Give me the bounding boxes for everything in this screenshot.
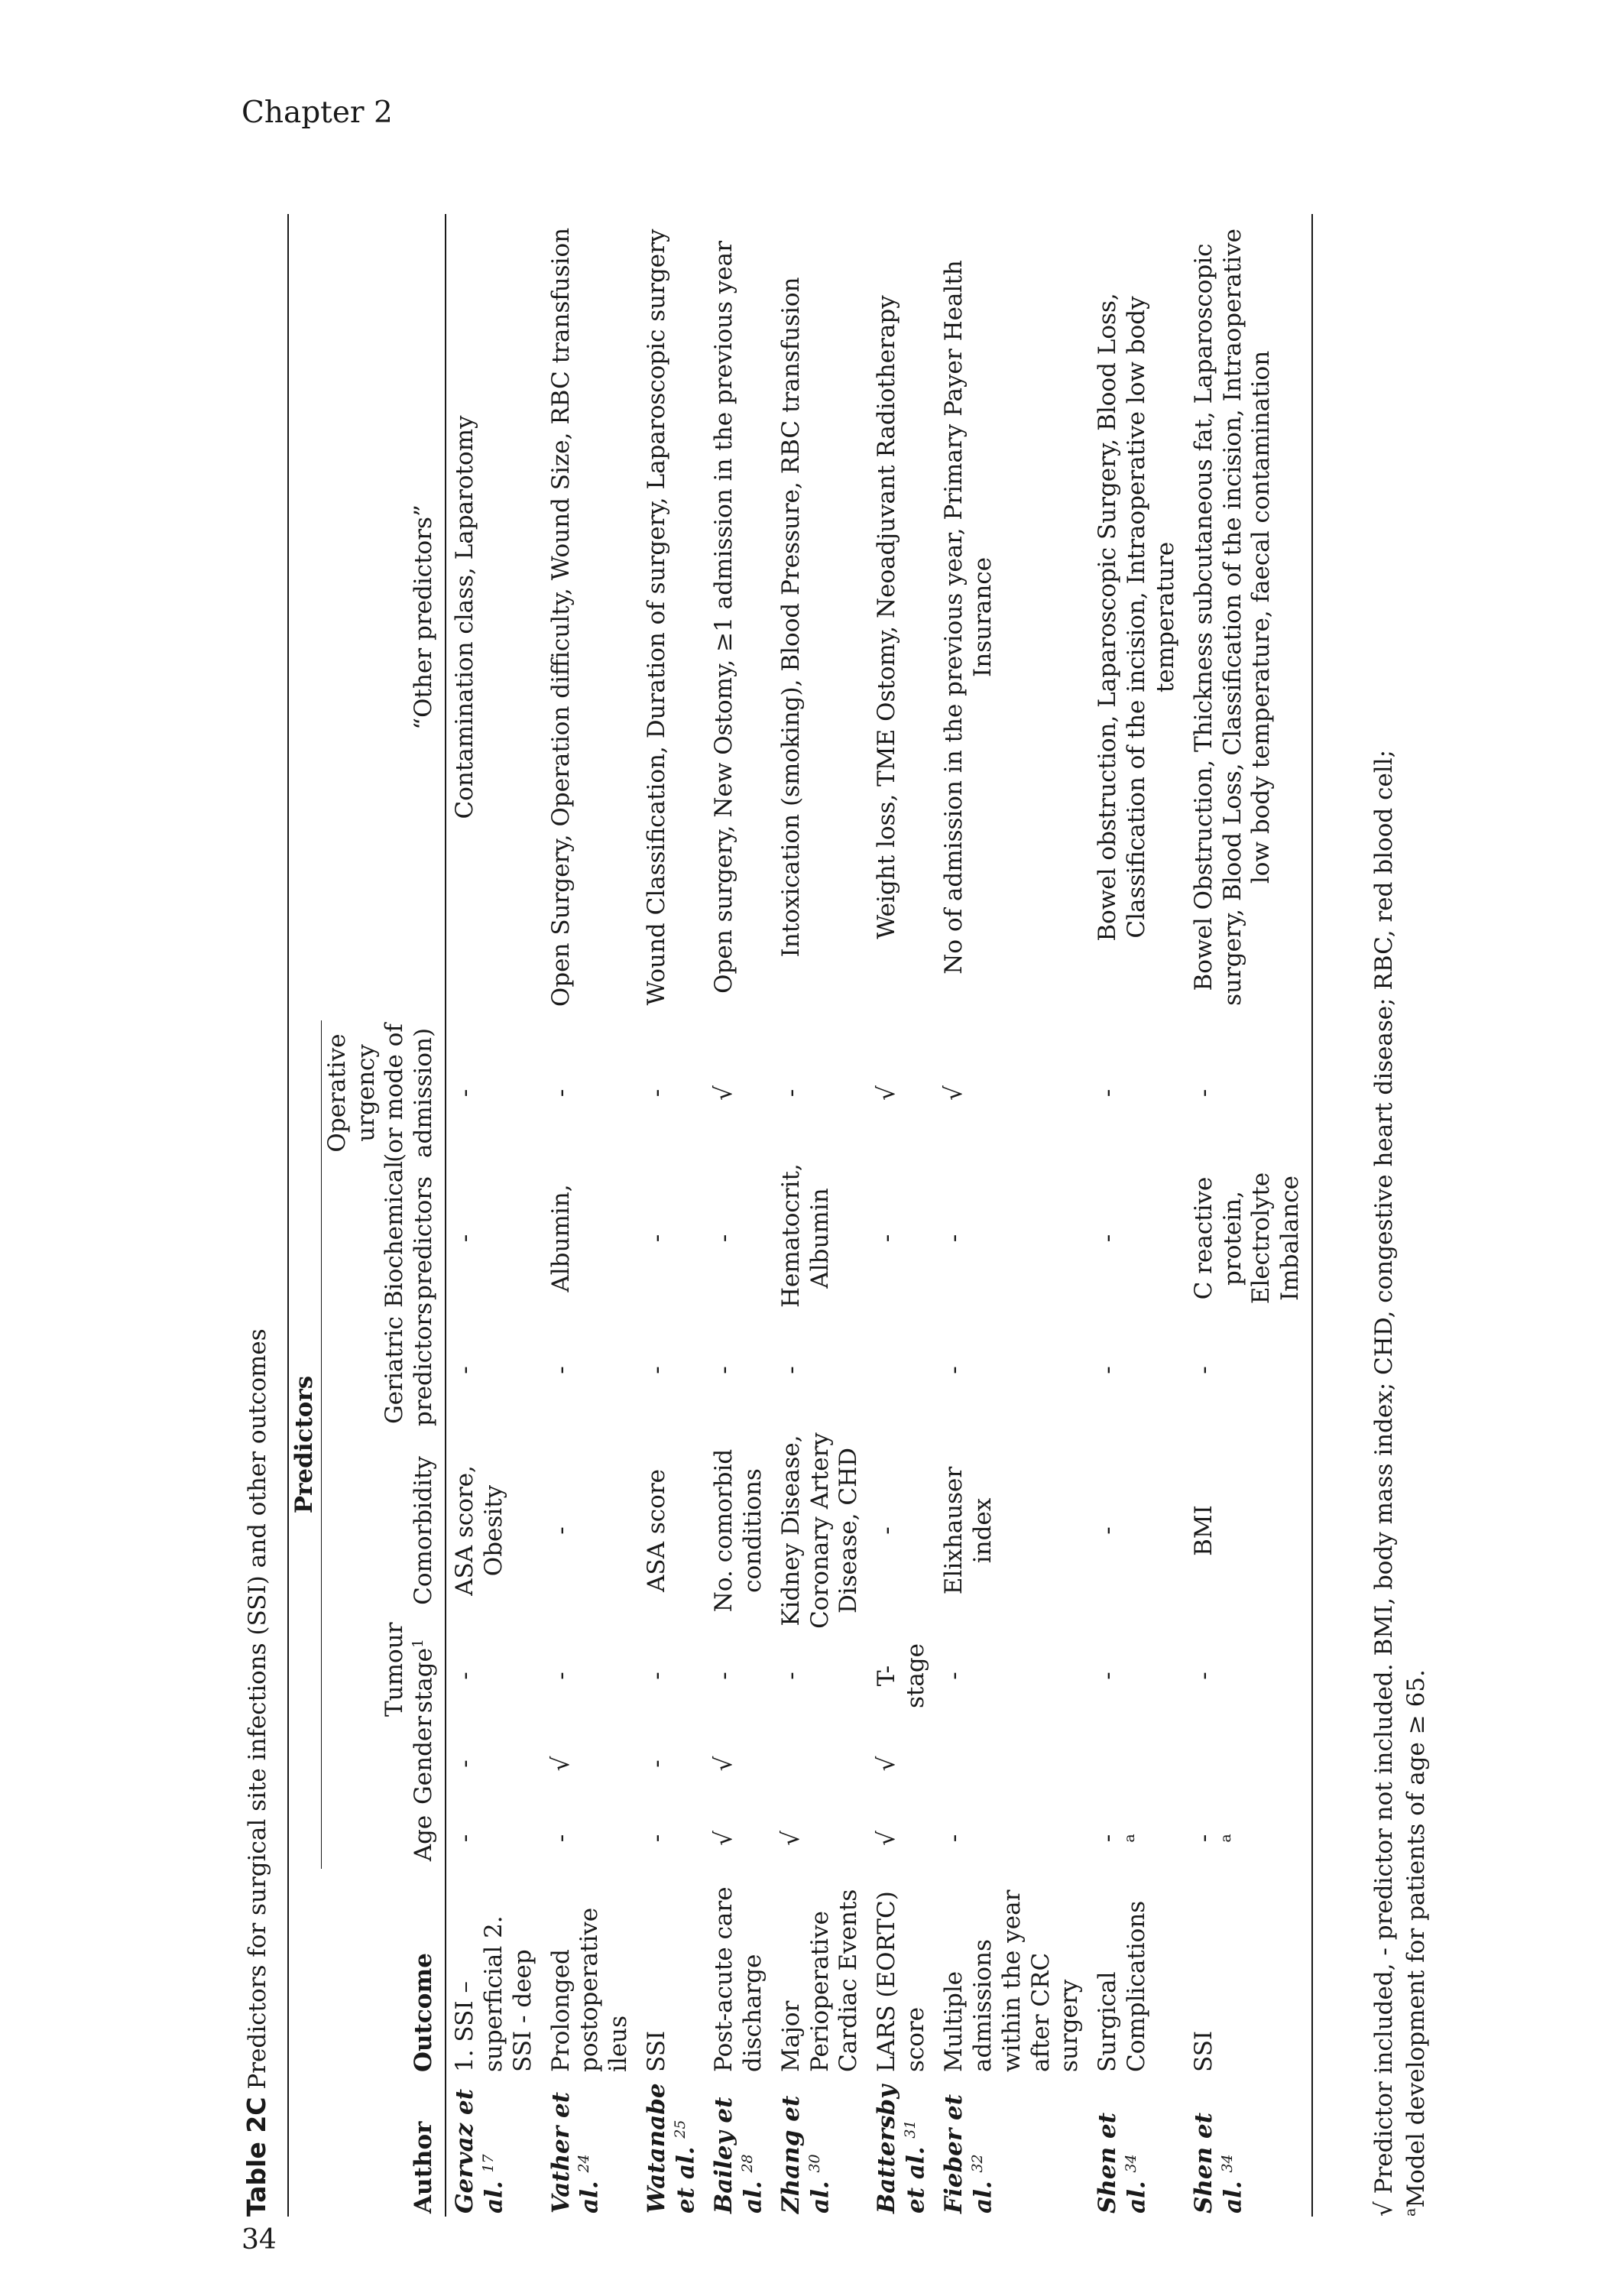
biochemical-cell: - bbox=[642, 1234, 670, 1243]
author-cell bbox=[638, 2075, 705, 2217]
operative-cell: √ bbox=[940, 1085, 968, 1101]
age-footnote-marker: a bbox=[1121, 1834, 1139, 1843]
age-value: - bbox=[1189, 1834, 1217, 1843]
geriatric-cell: - bbox=[1094, 1366, 1122, 1374]
tumour-stage-cell: T-stage bbox=[873, 1643, 930, 1709]
col-comorbidity: Comorbidity bbox=[321, 1429, 446, 1632]
reference-number: 25 bbox=[671, 2119, 689, 2139]
operative-cell: - bbox=[546, 1088, 575, 1098]
reference-number: 32 bbox=[969, 2154, 987, 2173]
operative-cell: - bbox=[776, 1088, 805, 1098]
predictors-group-header: Predictors bbox=[288, 1020, 321, 1869]
other-predictors-cell: No of admission in the previous year, Primary Payer Health Insurance bbox=[940, 260, 997, 975]
geriatric-cell: - bbox=[642, 1366, 670, 1374]
operative-cell: - bbox=[1185, 1020, 1312, 1166]
outcome-cell: Major Perioperative Cardiac Events bbox=[776, 1889, 863, 2072]
table-row bbox=[446, 214, 542, 2217]
age-value: - bbox=[940, 1834, 968, 1843]
age-value: - bbox=[642, 1834, 670, 1843]
header-row-group bbox=[288, 214, 321, 2217]
outcome-cell: Prolonged postoperative ileus bbox=[546, 1907, 633, 2072]
age-cell bbox=[543, 1808, 638, 1869]
reference-number: 34 bbox=[1218, 2154, 1236, 2173]
comorbidity-cell: Elixhauser index bbox=[940, 1466, 997, 1595]
col-biochemical: Biochemical predictors bbox=[321, 1166, 446, 1311]
age-cell bbox=[773, 1808, 868, 1869]
geriatric-cell: - bbox=[776, 1366, 805, 1374]
tumour-stage-cell: - bbox=[451, 1672, 479, 1680]
age-cell bbox=[638, 1808, 705, 1869]
outcome-cell: Post-acute care discharge bbox=[709, 1886, 767, 2072]
age-value: - bbox=[451, 1834, 479, 1843]
col-operative: Operative urgency (or mode of admission) bbox=[321, 1020, 446, 1166]
age-value: √ bbox=[776, 1831, 805, 1846]
comorbidity-cell: - bbox=[1094, 1526, 1122, 1535]
author-name: Shen et al. bbox=[1189, 2112, 1246, 2214]
tumour-stage-cell: - bbox=[776, 1672, 805, 1680]
author-name: Bailey et al. bbox=[709, 2097, 767, 2214]
tumour-stage-cell: - bbox=[546, 1672, 575, 1680]
reference-number: 17 bbox=[479, 2154, 497, 2173]
age-value: √ bbox=[709, 1831, 737, 1846]
author-cell bbox=[705, 2075, 773, 2217]
geriatric-cell: - bbox=[546, 1366, 575, 1374]
biochemical-cell: - bbox=[1094, 1234, 1122, 1243]
table-label: Table 2C bbox=[241, 2097, 271, 2217]
gender-cell: - bbox=[642, 1759, 670, 1768]
outcome-cell: SSI bbox=[642, 2030, 670, 2072]
operative-cell: - bbox=[451, 1088, 479, 1098]
age-cell bbox=[1185, 1808, 1312, 1869]
table-row bbox=[705, 214, 773, 2217]
footnote-age: $^a$Model development for patients of age ≥ 65. bbox=[1402, 1669, 1430, 2217]
geriatric-cell: - bbox=[1185, 1311, 1312, 1429]
biochemical-cell: Albumin, bbox=[546, 1184, 575, 1292]
page-number: 34 bbox=[241, 2224, 277, 2256]
tumour-stage-cell: - bbox=[1094, 1672, 1122, 1680]
col-geriatric: Geriatric predictors bbox=[321, 1311, 446, 1429]
table-title: Predictors for surgical site infections (SSI) and other outcomes bbox=[244, 1328, 271, 2090]
other-predictors-cell: Bowel obstruction, Laparoscopic Surgery, Blood Loss, Classification of the incision, Intraoperative low body temperature bbox=[1094, 293, 1179, 942]
author-name: Shen et al. bbox=[1094, 2112, 1151, 2214]
comorbidity-cell: - bbox=[873, 1526, 901, 1535]
reference-number: 31 bbox=[902, 2119, 919, 2139]
biochemical-cell: - bbox=[873, 1234, 901, 1243]
biochemical-cell: - bbox=[940, 1234, 968, 1243]
age-value: - bbox=[546, 1834, 575, 1843]
table-caption bbox=[241, 1328, 273, 2217]
table-row bbox=[773, 214, 868, 2217]
author-name: Fieber et al. bbox=[940, 2094, 997, 2214]
author-cell bbox=[868, 2075, 935, 2217]
outcome-cell: 1. SSI – superficial 2. SSI - deep bbox=[451, 1915, 536, 2072]
table-row bbox=[1185, 214, 1312, 2217]
outcome-cell: Surgical Complications bbox=[1094, 1900, 1151, 2072]
comorbidity-cell: ASA score, Obesity bbox=[451, 1465, 507, 1596]
rotated-table-block bbox=[241, 214, 1434, 2217]
age-cell bbox=[1089, 1808, 1185, 1869]
reference-number: 30 bbox=[806, 2154, 823, 2173]
author-cell bbox=[1185, 2075, 1312, 2217]
biochemical-cell: C reactive protein, Electrolyte Imbalance bbox=[1185, 1166, 1312, 1311]
footnote-legend: √ Predictor included, - predictor not included. BMI, body mass index; CHD, congestive heart disease; RBC, red blood cell; bbox=[1370, 749, 1398, 2217]
biochemical-cell: - bbox=[709, 1234, 737, 1243]
biochemical-cell: - bbox=[451, 1234, 479, 1243]
author-name: Zhang et al. bbox=[776, 2095, 834, 2214]
gender-cell: - bbox=[451, 1759, 479, 1768]
author-name: Gervaz et al. bbox=[451, 2088, 508, 2214]
chapter-header: Chapter 2 bbox=[241, 96, 393, 130]
geriatric-cell: - bbox=[709, 1366, 737, 1374]
gender-cell bbox=[935, 1720, 1089, 1808]
author-cell bbox=[773, 2075, 868, 2217]
author-cell bbox=[1089, 2075, 1185, 2217]
gender-cell: √ bbox=[873, 1756, 901, 1772]
age-footnote-marker: a bbox=[1217, 1834, 1234, 1843]
author-cell bbox=[543, 2075, 638, 2217]
outcome-cell: SSI bbox=[1185, 1869, 1312, 2075]
author-name: Vather et al. bbox=[546, 2091, 604, 2214]
other-predictors-cell: Open surgery, New Ostomy, ≥1 admission in the previous year bbox=[709, 241, 737, 994]
table-row bbox=[935, 214, 1089, 2217]
table-row bbox=[868, 214, 935, 2217]
age-value: √ bbox=[873, 1831, 901, 1846]
geriatric-cell: - bbox=[451, 1366, 479, 1374]
gender-cell bbox=[1185, 1720, 1312, 1808]
table-row bbox=[1089, 214, 1185, 2217]
outcome-cell: LARS (EORTC) score bbox=[873, 1891, 930, 2072]
tumour-stage-cell: - bbox=[940, 1672, 968, 1680]
predictors-table bbox=[287, 214, 1313, 2217]
author-name: Watanabe et al. bbox=[642, 2083, 700, 2214]
col-other: “Other predictors” bbox=[321, 214, 446, 1020]
col-gender: Gender bbox=[321, 1720, 446, 1808]
biochemical-cell: Hematocrit, Albumin bbox=[776, 1163, 834, 1308]
gender-cell: √ bbox=[709, 1756, 737, 1772]
age-cell bbox=[705, 1808, 773, 1869]
reference-number: 34 bbox=[1123, 2154, 1140, 2173]
col-author: Author bbox=[321, 2075, 446, 2217]
gender-cell: √ bbox=[546, 1756, 575, 1772]
other-predictors-cell: Bowel Obstruction, Thickness subcutaneous fat, Laparoscopic surgery, Blood Loss, Classification of the incision, Intraoperative low body temperature, faecal contamination bbox=[1185, 214, 1312, 1020]
author-cell bbox=[935, 2075, 1089, 2217]
col-outcome: Outcome bbox=[321, 1869, 446, 2075]
operative-cell: - bbox=[1094, 1088, 1122, 1098]
other-predictors-cell: Open Surgery, Operation difficulty, Wound Size, RBC transfusion bbox=[546, 227, 575, 1007]
other-predictors-cell: Contamination class, Laparotomy bbox=[451, 415, 479, 819]
tumour-stage-cell: - bbox=[1185, 1632, 1312, 1720]
other-predictors-cell: Wound Classification, Duration of surgery, Laparoscopic surgery bbox=[642, 229, 670, 1006]
outcome-cell: Multiple admissions within the year after CRC surgery bbox=[940, 1889, 1084, 2072]
comorbidity-cell: BMI bbox=[1185, 1429, 1312, 1632]
col-tumour-stage: Tumour stage$^1$ bbox=[321, 1632, 446, 1720]
geriatric-cell bbox=[868, 1311, 935, 1429]
comorbidity-cell: - bbox=[546, 1526, 575, 1535]
comorbidity-cell: ASA score bbox=[642, 1469, 670, 1592]
other-predictors-cell: Intoxication (smoking), Blood Pressure, RBC transfusion bbox=[776, 277, 805, 958]
col-age: Age bbox=[321, 1808, 446, 1869]
header-row bbox=[321, 214, 446, 2217]
reference-number: 24 bbox=[575, 2154, 593, 2173]
table-footnotes bbox=[1369, 214, 1433, 2217]
other-predictors-cell: Weight loss, TME Ostomy, Neoadjuvant Radiotherapy bbox=[873, 295, 901, 939]
author-name: Battersby et al. bbox=[873, 2084, 930, 2214]
gender-cell bbox=[773, 1720, 868, 1808]
operative-cell: - bbox=[642, 1088, 670, 1098]
geriatric-cell: - bbox=[940, 1366, 968, 1374]
reference-number: 28 bbox=[738, 2154, 756, 2173]
author-cell bbox=[446, 2075, 542, 2217]
tumour-stage-cell: - bbox=[709, 1672, 737, 1680]
comorbidity-cell: Kidney Disease, Coronary Artery Disease, CHD bbox=[776, 1432, 863, 1629]
operative-cell: √ bbox=[873, 1085, 901, 1101]
operative-cell: √ bbox=[709, 1085, 737, 1101]
age-cell bbox=[446, 1808, 542, 1869]
table-row bbox=[543, 214, 638, 2217]
comorbidity-cell: No. comorbid conditions bbox=[709, 1448, 767, 1613]
table-row bbox=[638, 214, 705, 2217]
age-cell bbox=[935, 1808, 1089, 1869]
age-cell bbox=[868, 1808, 935, 1869]
age-value: - bbox=[1094, 1834, 1122, 1843]
gender-cell bbox=[1089, 1720, 1185, 1808]
tumour-stage-cell: - bbox=[642, 1672, 670, 1680]
